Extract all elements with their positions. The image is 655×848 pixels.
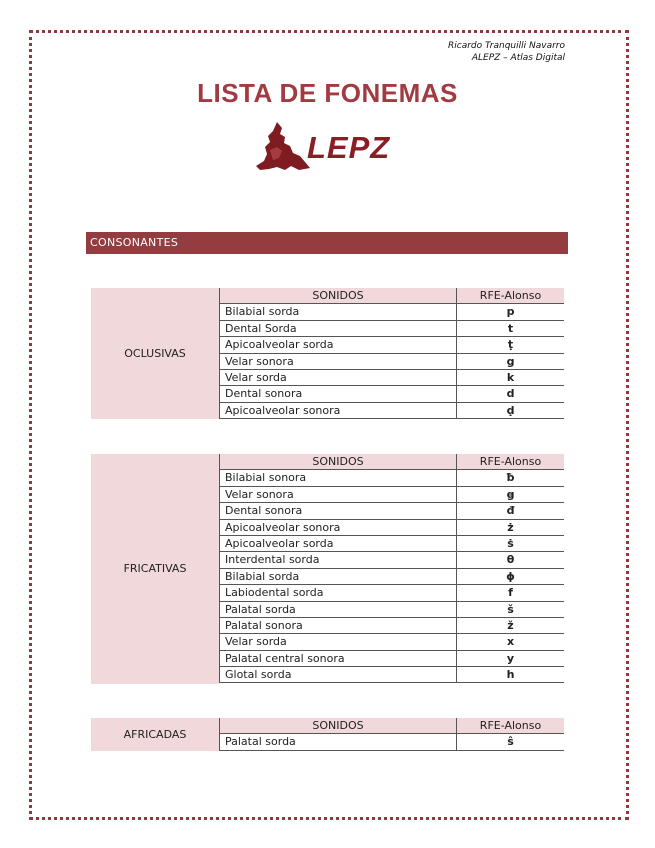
symbol-cell: h [456, 667, 564, 682]
table-row [219, 370, 564, 386]
sound-cell: Glotal sorda [219, 667, 456, 682]
table-row [219, 552, 564, 568]
sound-cell: Apicoalveolar sonora [219, 403, 456, 418]
table-row [219, 386, 564, 402]
symbol-cell: k [456, 370, 564, 385]
author-name: Ricardo Tranquilli Navarro [448, 41, 565, 51]
header-rfe-alonso: RFE-Alonso [456, 288, 564, 303]
table-row [219, 585, 564, 601]
header-sonidos: SONIDOS [219, 454, 456, 469]
sound-cell: Palatal sorda [219, 734, 456, 749]
symbol-cell: f [456, 585, 564, 600]
table-row [219, 667, 564, 683]
header-rfe-alonso: RFE-Alonso [456, 454, 564, 469]
table-row [219, 487, 564, 503]
table-header-row [219, 718, 564, 734]
symbol-cell: ż [456, 520, 564, 535]
table-header-row [219, 454, 564, 470]
table-row [219, 321, 564, 337]
sound-cell: Dental sonora [219, 386, 456, 401]
sound-cell: Labiodental sorda [219, 585, 456, 600]
sound-cell: Interdental sorda [219, 552, 456, 567]
table-row [219, 304, 564, 320]
sound-cell: Velar sorda [219, 634, 456, 649]
table-row [219, 470, 564, 486]
symbol-cell: ṭ [456, 337, 564, 352]
alepz-logo [255, 120, 400, 172]
symbol-cell: g [456, 354, 564, 369]
sound-cell: Palatal central sonora [219, 651, 456, 666]
page-title: LISTA DE FONEMAS [197, 78, 458, 108]
table-row [219, 569, 564, 585]
symbol-cell: x [456, 634, 564, 649]
symbol-cell: g̵ [456, 487, 564, 502]
table-oclusivas [91, 288, 564, 419]
sound-cell: Velar sonora [219, 354, 456, 369]
table-row [219, 536, 564, 552]
table-row [219, 634, 564, 650]
table-fricativas [91, 454, 564, 684]
sound-cell: Palatal sorda [219, 602, 456, 617]
zaragoza-province-map-icon [255, 120, 311, 172]
symbol-cell: ƀ [456, 470, 564, 485]
symbol-cell: ṡ [456, 536, 564, 551]
symbol-cell: y [456, 651, 564, 666]
table-grid [219, 288, 564, 419]
sound-cell: Velar sonora [219, 487, 456, 502]
sound-cell: Dental sonora [219, 503, 456, 518]
table-grid [219, 718, 564, 751]
sound-cell: Bilabial sonora [219, 470, 456, 485]
sound-cell: Apicoalveolar sorda [219, 536, 456, 551]
table-row [219, 734, 564, 750]
sound-cell: Apicoalveolar sorda [219, 337, 456, 352]
table-row [219, 503, 564, 519]
table-row [219, 520, 564, 536]
sound-cell: Palatal sonora [219, 618, 456, 633]
table-row [219, 354, 564, 370]
symbol-cell: š [456, 602, 564, 617]
symbol-cell: d [456, 386, 564, 401]
table-row [219, 618, 564, 634]
header-rfe-alonso: RFE-Alonso [456, 718, 564, 733]
symbol-cell: ŝ [456, 734, 564, 749]
table-row [219, 651, 564, 667]
author-affiliation: ALEPZ – Atlas Digital [471, 53, 565, 63]
section-header-consonantes: CONSONANTES [86, 232, 568, 254]
symbol-cell: ž [456, 618, 564, 633]
table-grid [219, 454, 564, 683]
author-block [448, 40, 565, 64]
symbol-cell: ḍ [456, 403, 564, 418]
symbol-cell: θ [456, 552, 564, 567]
category-label: OCLUSIVAS [91, 288, 219, 419]
sound-cell: Apicoalveolar sonora [219, 520, 456, 535]
category-label: AFRICADAS [91, 718, 219, 751]
category-label: FRICATIVAS [91, 454, 219, 684]
table-africadas [91, 718, 564, 751]
header-sonidos: SONIDOS [219, 718, 456, 733]
sound-cell: Bilabial sorda [219, 304, 456, 319]
symbol-cell: t [456, 321, 564, 336]
sound-cell: Dental Sorda [219, 321, 456, 336]
symbol-cell: đ [456, 503, 564, 518]
table-header-row [219, 288, 564, 304]
logo-text: LEPZ [307, 130, 391, 165]
header-sonidos: SONIDOS [219, 288, 456, 303]
table-row [219, 602, 564, 618]
symbol-cell: ɸ [456, 569, 564, 584]
sound-cell: Bilabial sorda [219, 569, 456, 584]
symbol-cell: p [456, 304, 564, 319]
sound-cell: Velar sorda [219, 370, 456, 385]
table-row [219, 337, 564, 353]
table-row [219, 403, 564, 419]
